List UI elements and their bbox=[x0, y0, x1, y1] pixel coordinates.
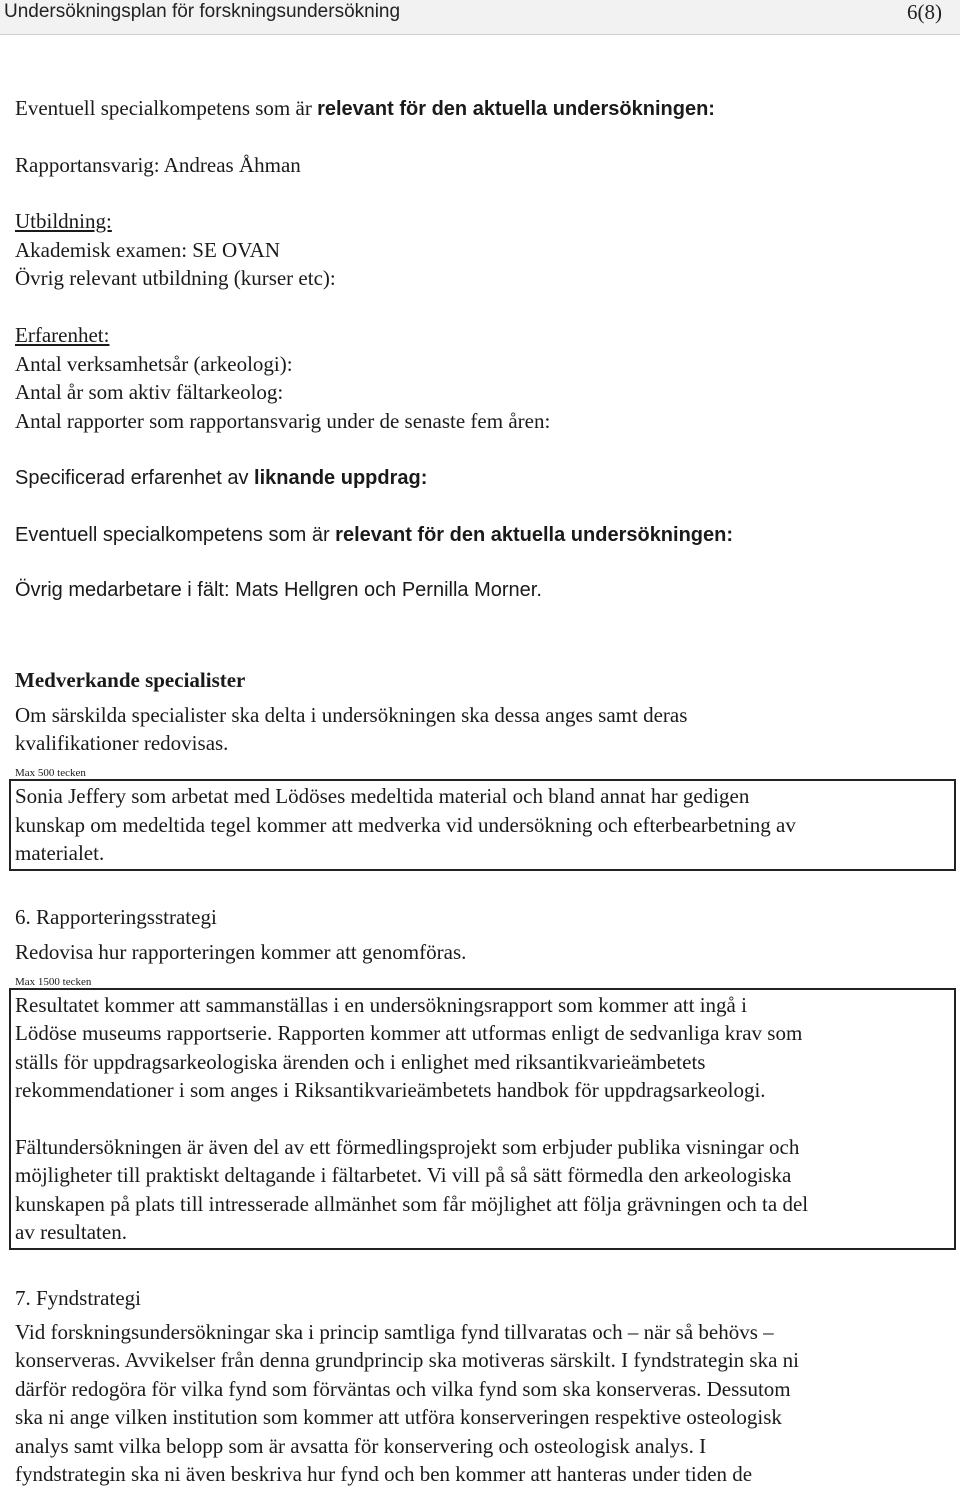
specialister-instruction-2: kvalifikationer redovisas. bbox=[15, 731, 229, 755]
rapportering-text-line: Fältundersökningen är även del av ett förmedlingsprojekt som erbjuder publika visningar och bbox=[15, 1135, 800, 1159]
rapportering-text-line: möjligheter till praktiskt deltagande i fältarbetet. Vi vill på så sätt förmedla den arkeologiska bbox=[15, 1163, 792, 1187]
rapportering-text-line: kunskapen på plats till intresserade allmänhet som får möjlighet att följa grävningen och ta del bbox=[15, 1192, 809, 1216]
ovrig-utbildning: Övrig relevant utbildning (kurser etc): bbox=[15, 266, 336, 290]
rapportering-text-line: Resultatet kommer att sammanställas i en undersökningsrapport som kommer att ingå i bbox=[15, 993, 747, 1017]
fyndstrategi-line: konserveras. Avvikelser från denna grundprincip ska motiveras särskilt. I fyndstrategin ska ni bbox=[15, 1348, 799, 1372]
rapportering-text-line: ställs för uppdragsarkeologiska ärenden och i enlighet med riksantikvarieämbetets bbox=[15, 1050, 706, 1074]
antal-ar-faltarkeolog: Antal år som aktiv fältarkeolog: bbox=[15, 380, 284, 404]
specialister-text-line: Sonia Jeffery som arbetat med Lödöses medeltida material och bland annat har gedigen bbox=[15, 784, 750, 808]
rapportering-max-chars: Max 1500 tecken bbox=[15, 976, 92, 988]
specialkompetens-line-2: Eventuell specialkompetens som är relevant för den aktuella undersökningen: bbox=[15, 524, 734, 546]
fyndstrategi-line: ska ni ange vilken institution som kommer att utföra konserveringen respektive osteologisk bbox=[15, 1405, 782, 1429]
specialister-text-line: materialet. bbox=[15, 841, 105, 865]
akademisk-examen: Akademisk examen: SE OVAN bbox=[15, 238, 280, 262]
antal-verksamhetsar: Antal verksamhetsår (arkeologi): bbox=[15, 352, 293, 376]
fyndstrategi-heading: 7. Fyndstrategi bbox=[15, 1286, 141, 1310]
page-number: 6(8) bbox=[907, 0, 942, 24]
rapporteringsstrategi-heading: 6. Rapporteringsstrategi bbox=[15, 905, 217, 929]
fyndstrategi-line: analys samt vilka belopp som är avsatta för konservering och osteologisk analys. I bbox=[15, 1434, 707, 1458]
document-title: Undersökningsplan för forskningsundersökning bbox=[4, 1, 401, 22]
specificerad-erfarenhet: Specificerad erfarenhet av liknande uppdrag: bbox=[15, 467, 428, 489]
erfarenhet-heading: Erfarenhet: bbox=[15, 323, 110, 347]
specialister-instruction-1: Om särskilda specialister ska delta i undersökningen ska dessa anges samt deras bbox=[15, 703, 688, 727]
fyndstrategi-line: därför redogöra för vilka fynd som förväntas och vilka fynd som ska konserveras. Dessutom bbox=[15, 1377, 791, 1401]
rapportering-text-line: av resultaten. bbox=[15, 1220, 127, 1244]
specialkompetens-line-1: Eventuell specialkompetens som är relevant för den aktuella undersökningen: bbox=[15, 96, 715, 120]
medverkande-specialister-heading: Medverkande specialister bbox=[15, 668, 246, 692]
specialister-max-chars: Max 500 tecken bbox=[15, 767, 86, 779]
antal-rapporter: Antal rapporter som rapportansvarig under de senaste fem åren: bbox=[15, 409, 551, 433]
fyndstrategi-line: fyndstrategin ska ni även beskriva hur fynd och ben kommer att hanteras under tiden de bbox=[15, 1462, 753, 1486]
fyndstrategi-line: Vid forskningsundersökningar ska i princip samtliga fynd tillvaratas och – när så behövs – bbox=[15, 1320, 774, 1344]
specialister-text-line: kunskap om medeltida tegel kommer att medverka vid undersökning och efterbearbetning av bbox=[15, 813, 796, 837]
rapportering-text-line: Lödöse museums rapportserie. Rapporten kommer att utformas enligt de sedvanliga krav som bbox=[15, 1021, 803, 1045]
utbildning-heading: Utbildning: bbox=[15, 209, 112, 233]
rapportering-instruction: Redovisa hur rapporteringen kommer att genomföras. bbox=[15, 940, 467, 964]
ovrig-medarbetare: Övrig medarbetare i fält: Mats Hellgren och Pernilla Morner. bbox=[15, 579, 542, 601]
rapportering-text-line: rekommendationer i som anges i Riksantikvarieämbetets handbok för uppdragsarkeologi. bbox=[15, 1078, 766, 1102]
rapportansvarig: Rapportansvarig: Andreas Åhman bbox=[15, 153, 301, 177]
page-header bbox=[0, 0, 960, 35]
